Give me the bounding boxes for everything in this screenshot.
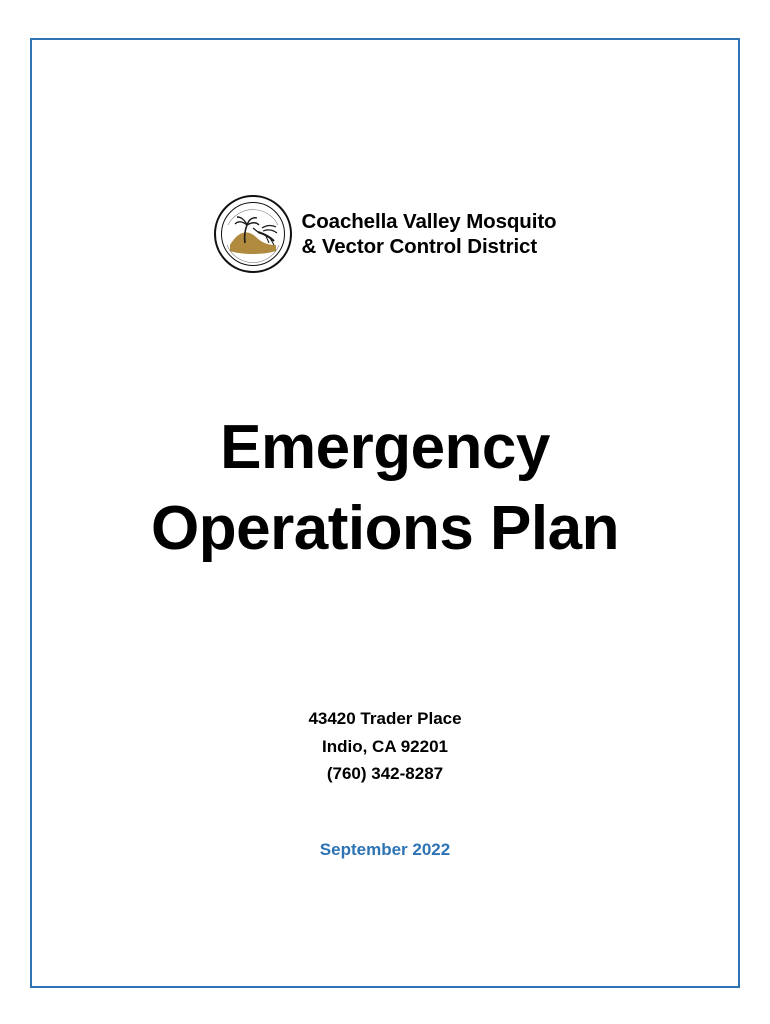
cover-content [32, 40, 738, 986]
document-title-line-2: Operations Plan [151, 493, 619, 563]
address-phone: (760) 342-8287 [326, 764, 444, 784]
document-title [32, 408, 738, 569]
organization-name [302, 209, 557, 259]
mosquito-district-seal-icon [214, 195, 292, 273]
organization-name-line-1: Coachella Valley Mosquito [301, 210, 557, 233]
document-title-line-1: Emergency [220, 413, 550, 482]
document-date: September 2022 [319, 840, 451, 859]
address-city-state-zip: Indio, CA 92201 [322, 736, 448, 756]
organization-masthead [32, 195, 738, 273]
address-street: 43420 Trader Place [308, 709, 462, 728]
organization-name-line-2: & Vector Control District [301, 235, 538, 258]
address-block [32, 705, 738, 788]
